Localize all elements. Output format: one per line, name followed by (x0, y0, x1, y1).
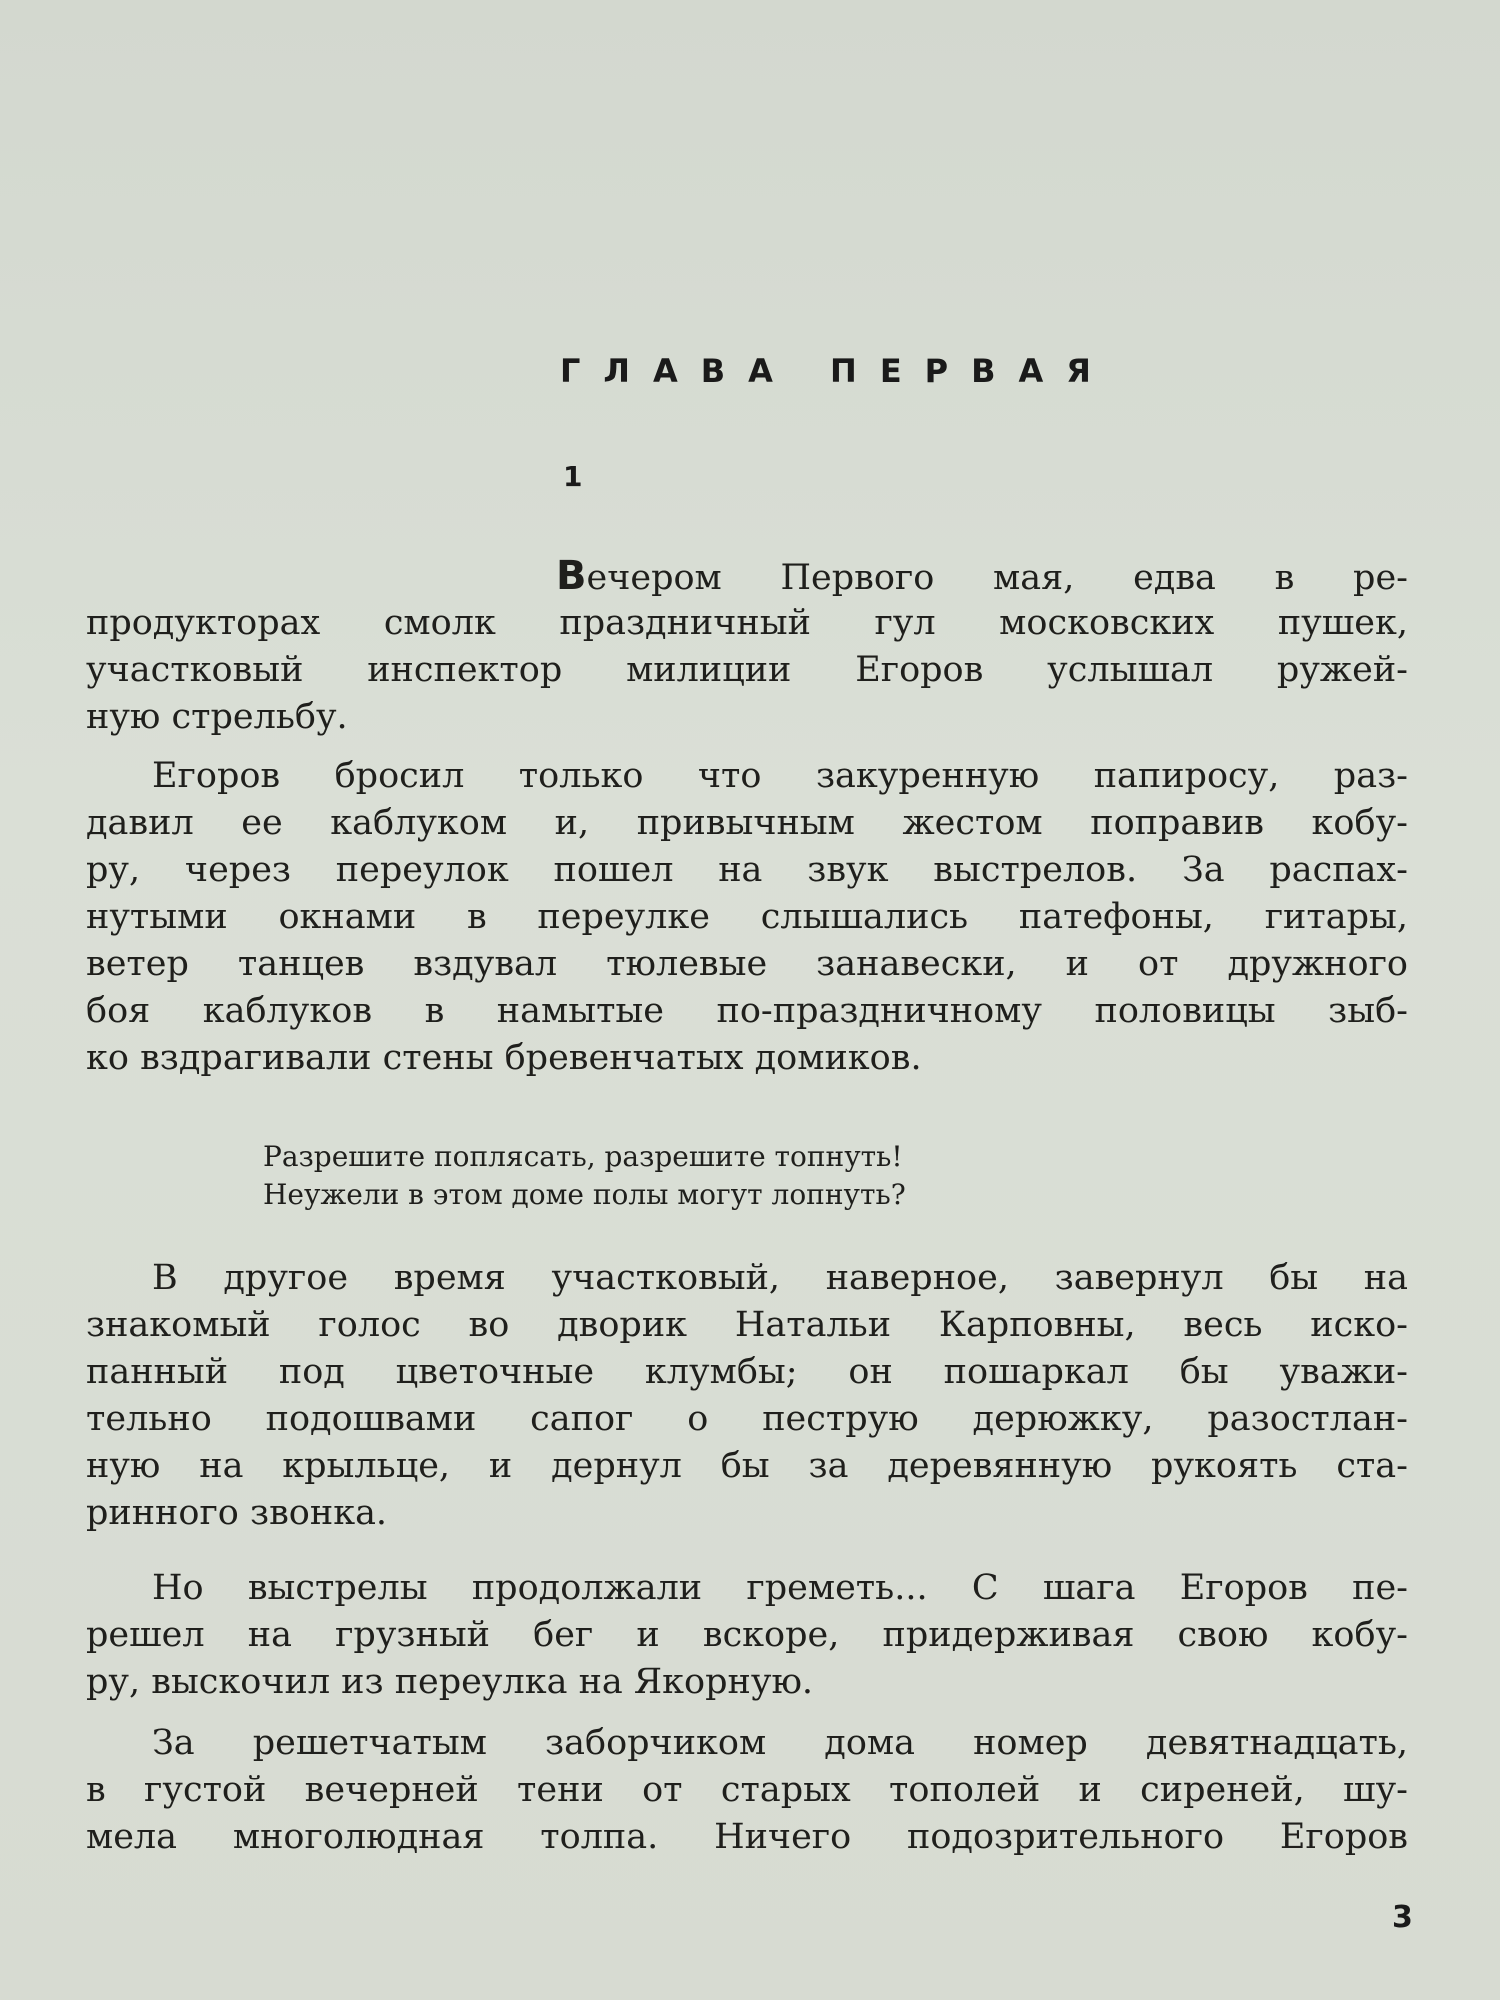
paragraph-line: в густой вечерней тени от старых тополей и сиреней, шу- (86, 1770, 1408, 1810)
paragraph-line: ру, выскочил из переулка на Якорную. (86, 1662, 814, 1702)
section-number: 1 (563, 460, 583, 493)
verse-line: Неужели в этом доме полы могут лопнуть? (263, 1178, 906, 1211)
paragraph-3 (86, 1255, 1408, 1537)
paragraph-line: боя каблуков в намытые по-праздничному половицы зыб- (86, 991, 1408, 1031)
paragraph-line: Но выстрелы продолжали греметь... С шага Егоров пе- (152, 1568, 1408, 1608)
paragraph-line: тельно подошвами сапог о пеструю дерюжку, разостлан- (86, 1399, 1408, 1439)
paragraph-line: ру, через переулок пошел на звук выстрелов. За распах- (86, 850, 1408, 890)
paragraph-4 (86, 1565, 1408, 1706)
paragraph-line: давил ее каблуком и, привычным жестом поправив кобу- (86, 803, 1408, 843)
paragraph-line: За решетчатым заборчиком дома номер девятнадцать, (152, 1723, 1408, 1763)
verse (263, 1138, 906, 1214)
paragraph-line: ринного звонка. (86, 1493, 388, 1533)
paragraph-line: Егоров бросил только что закуренную папиросу, раз- (152, 756, 1408, 796)
paragraph-line: нутыми окнами в переулке слышались патефоны, гитары, (86, 897, 1408, 937)
paragraph-line: В другое время участковый, наверное, завернул бы на (152, 1258, 1408, 1298)
paragraph-line: ную стрельбу. (86, 697, 348, 737)
page-number: 3 (1392, 1900, 1413, 1935)
paragraph-line: продукторах смолк праздничный гул московских пушек, (86, 603, 1408, 643)
paragraph-line: знакомый голос во дворик Натальи Карповны, весь иско- (86, 1305, 1408, 1345)
paragraph-line: мела многолюдная толпа. Ничего подозрительного Егоров (86, 1817, 1408, 1857)
paragraph-line: ную на крыльце, и дернул бы за деревянную рукоять ста- (86, 1446, 1408, 1486)
paragraph-line: участковый инспектор милиции Егоров услышал ружей- (86, 650, 1408, 690)
paragraph-line: панный под цветочные клумбы; он пошаркал бы уважи- (86, 1352, 1408, 1392)
paragraph-2 (86, 753, 1408, 1082)
paragraph-1 (86, 553, 1408, 741)
chapter-title: ГЛАВА ПЕРВАЯ (560, 352, 1114, 390)
paragraph-line: ко вздрагивали стены бревенчатых домиков. (86, 1038, 922, 1078)
paragraph-5 (86, 1720, 1408, 1861)
paragraph-line: ветер танцев вздувал тюлевые занавески, и от дружного (86, 944, 1408, 984)
verse-line: Разрешите поплясать, разрешите топнуть! (263, 1140, 903, 1173)
paragraph-line: Вечером Первого мая, едва в ре- (556, 553, 1408, 599)
paragraph-line: решел на грузный бег и вскоре, придерживая свою кобу- (86, 1615, 1408, 1655)
drop-cap: В (556, 553, 587, 599)
